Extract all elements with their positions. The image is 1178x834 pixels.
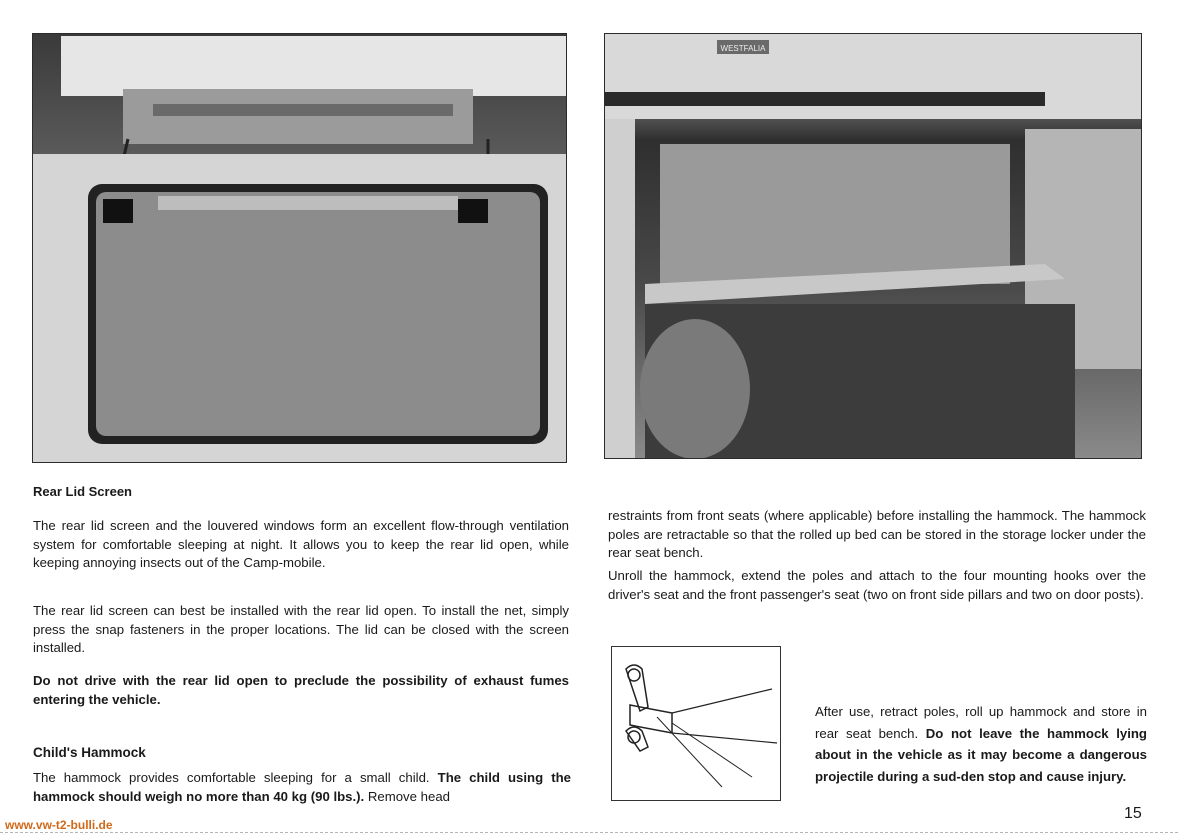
unroll-paragraph: Unroll the hammock, extend the poles and attach to the four mounting hooks over the driver's seat and the front passenger's seat (two on front side pillars and two on door posts).	[608, 568, 1146, 602]
exhaust-warning: Do not drive with the rear lid open to preclude the possibility of exhaust fumes entering the vehicle.	[33, 673, 569, 707]
head-restraints-paragraph: restraints from front seats (where applicable) before installing the hammock. The hammock poles are retractable so that the rolled up bed can be stored in the storage locker under the rear seat bench.	[608, 508, 1146, 560]
curtain	[660, 144, 1010, 284]
rear-lid-screen-heading: Rear Lid Screen	[33, 484, 132, 499]
rear-lid-panel	[61, 36, 566, 96]
page-number: 15	[1124, 805, 1142, 822]
lower-hook	[626, 727, 648, 751]
rear-lid-illustration	[33, 34, 566, 462]
seat	[640, 319, 750, 458]
hook-drawing	[612, 647, 780, 800]
roof-panel	[605, 34, 1141, 119]
rear-lid-paragraph: The rear lid screen and the louvered windows form an excellent flow-through ventilation system for comfortable sleeping at night. It allows you to keep the rear lid open, while keeping annoying insects out of the Camp-mobile.	[33, 518, 569, 570]
hammock-photo	[604, 33, 1142, 459]
rear-lid-underside	[123, 89, 473, 144]
after-use-text: After use, retract poles, roll up hammock and store in rear seat bench.	[815, 704, 1147, 741]
rear-lid-screen-photo	[32, 33, 567, 463]
mesh-screen	[96, 192, 540, 436]
childs-hammock-heading: Child's Hammock	[33, 745, 146, 760]
install-paragraph: The rear lid screen can best be installed with the rear lid open. To install the net, simply press the snap fasteners in the proper locations. The lid can be closed with the screen installed.	[33, 603, 569, 655]
pole-end	[630, 705, 672, 733]
hammock-paragraph	[33, 769, 571, 806]
badge-text: WESTFALIA	[720, 44, 766, 53]
hammock-text: The hammock provides comfortable sleeping for a small child.	[33, 770, 438, 785]
upper-screw-icon	[628, 669, 640, 681]
website-link[interactable]: www.vw-t2-bulli.de	[5, 818, 113, 832]
after-use-paragraph	[815, 701, 1147, 787]
weight-limit-warning: The child using the hammock should weigh no more than 40 kg (90 lbs.).	[33, 770, 572, 804]
door-post	[605, 119, 635, 458]
projectile-warning: Do not leave the hammock lying about in the vehicle as it may become a dangerous projectile during a sud-den stop and cause injury.	[815, 725, 1147, 784]
hammock-illustration	[605, 34, 1141, 458]
hammock-text-tail: Remove head	[364, 788, 450, 804]
hammock-hook-diagram	[611, 646, 781, 801]
footer-divider	[0, 832, 1178, 833]
